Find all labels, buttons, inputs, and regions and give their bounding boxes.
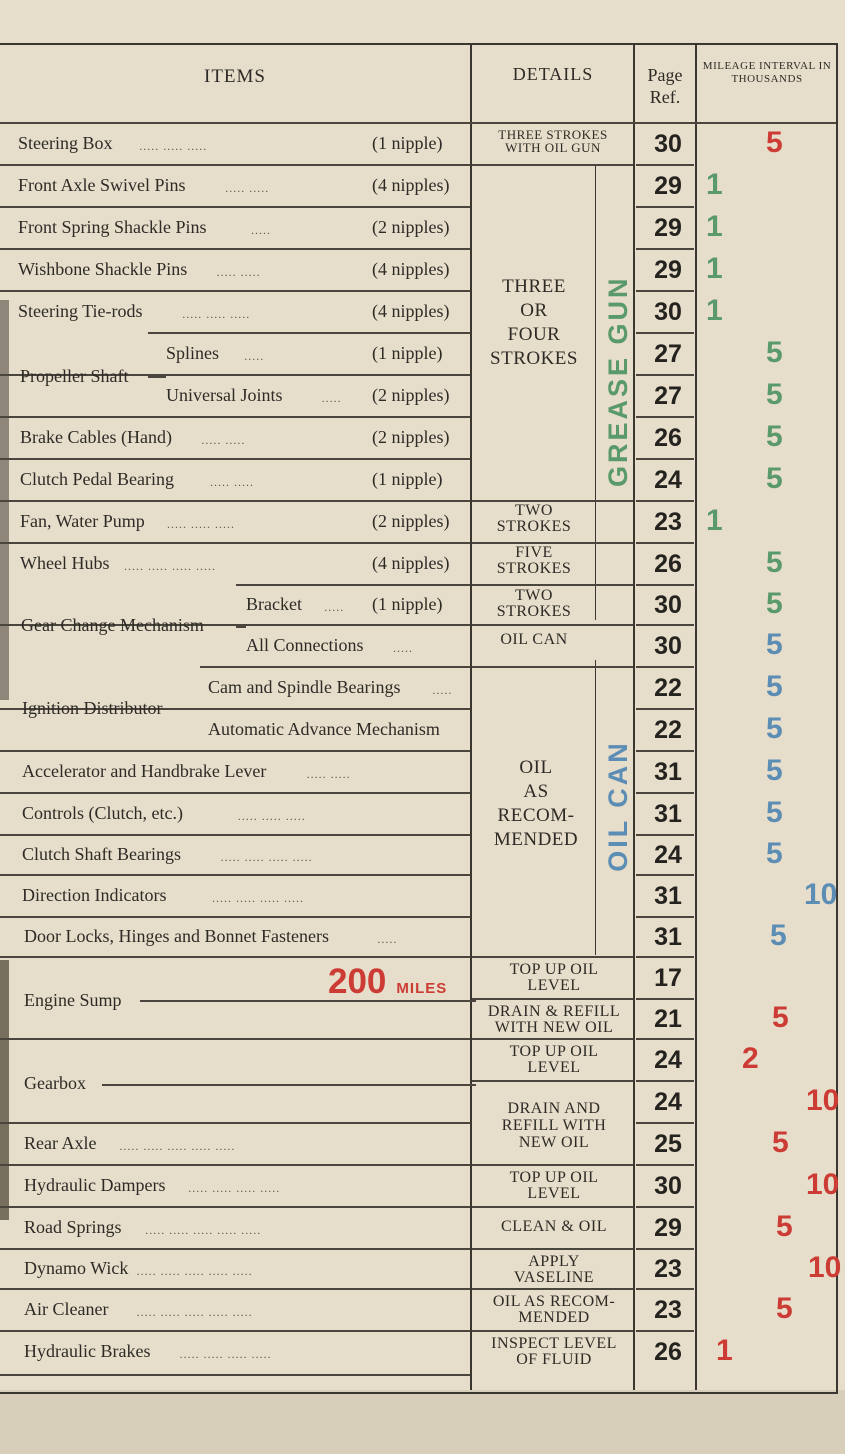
row-rule xyxy=(0,1038,470,1040)
item-name: Fan, Water Pump xyxy=(20,511,145,531)
group-propeller-shaft: Propeller Shaft xyxy=(20,366,129,386)
details-drain-shared xyxy=(474,1100,634,1151)
row-rule xyxy=(636,164,694,166)
group-gear-change: Gear Change Mechanism xyxy=(21,615,204,635)
mileage-interval: 5 xyxy=(766,546,783,579)
row-rule xyxy=(636,248,694,250)
item-name: Automatic Advance Mechanism xyxy=(208,719,440,739)
details-line: TWO xyxy=(515,587,553,604)
row-rule xyxy=(0,206,470,208)
row-rule xyxy=(636,792,694,794)
row-rule xyxy=(636,998,694,1000)
row-rule xyxy=(636,1248,694,1250)
item-name: Wishbone Shackle Pins xyxy=(18,259,188,279)
details-line: TOP UP OIL xyxy=(509,1169,599,1186)
row-rule xyxy=(636,1330,694,1332)
page-ref: 29 xyxy=(654,172,682,200)
details-text xyxy=(474,128,632,154)
details-text xyxy=(474,545,594,577)
item-name: Controls (Clutch, etc.) xyxy=(22,803,183,823)
row-rule xyxy=(636,374,694,376)
page-ref: 26 xyxy=(654,424,682,452)
page-ref: 17 xyxy=(654,964,682,992)
details-text: OIL CAN xyxy=(500,631,568,648)
page-ref: 22 xyxy=(654,716,682,744)
row-rule xyxy=(472,1206,633,1208)
mileage-interval: 10 xyxy=(806,1084,840,1117)
header-mileage-interval: MILEAGE INTERVAL IN THOUSANDS xyxy=(702,60,832,85)
page-ref: 23 xyxy=(654,508,682,536)
leader-dots: ..... ..... ..... ..... xyxy=(188,1181,281,1195)
row-rule xyxy=(472,1330,633,1332)
page-ref: 31 xyxy=(654,923,682,951)
page-ref: 27 xyxy=(654,382,682,410)
item-name: Hydraulic Dampers xyxy=(24,1175,166,1195)
row-rule xyxy=(636,290,694,292)
item-name: Accelerator and Handbrake Lever xyxy=(22,761,267,781)
page-ref: 24 xyxy=(654,466,682,494)
row-rule xyxy=(472,1288,633,1290)
nipple-count: (2 nipples) xyxy=(372,217,450,237)
page-ref: 30 xyxy=(654,298,682,326)
leader-dots: ..... ..... ..... xyxy=(237,809,306,823)
row-rule xyxy=(0,1248,470,1250)
item-name: Brake Cables (Hand) xyxy=(20,427,172,447)
mileage-interval: 5 xyxy=(766,712,783,745)
leader-dots: ..... ..... xyxy=(225,181,270,195)
page-ref: 23 xyxy=(654,1296,682,1324)
item-name: Door Locks, Hinges and Bonnet Fasteners xyxy=(24,926,329,946)
item-name: Splines xyxy=(166,343,220,363)
details-line: DRAIN AND xyxy=(507,1100,601,1117)
details-text xyxy=(474,1170,634,1202)
row-rule xyxy=(472,1038,633,1040)
mileage-interval: 5 xyxy=(766,796,783,829)
leader-dots: ..... ..... ..... ..... xyxy=(212,891,304,905)
header-page-ref: Page Ref. xyxy=(647,65,683,107)
details-text xyxy=(474,588,594,620)
row-rule xyxy=(472,1248,633,1250)
mileage-interval: 5 xyxy=(766,837,783,870)
details-text xyxy=(474,503,594,535)
mileage-interval: 5 xyxy=(766,754,783,787)
row-rule xyxy=(0,500,470,502)
leader-dots: ..... ..... ..... ..... xyxy=(220,850,313,864)
leader-dots: ..... xyxy=(244,349,265,363)
details-line: LEVEL xyxy=(527,977,581,994)
row-rule xyxy=(636,750,694,752)
item-name: Dynamo Wick xyxy=(24,1258,129,1278)
row-rule xyxy=(0,916,470,918)
bracket-line xyxy=(102,1084,476,1086)
item-name: Wheel Hubs xyxy=(20,553,110,573)
row-rule xyxy=(636,956,694,958)
row-rule xyxy=(636,458,694,460)
details-line: STROKES xyxy=(490,348,578,369)
bracket-line xyxy=(190,708,206,710)
leader-dots: ..... ..... ..... xyxy=(139,139,208,153)
details-line: FIVE xyxy=(515,544,553,561)
row-rule xyxy=(636,332,694,334)
page-ref: 21 xyxy=(654,1005,682,1033)
item-name: Rear Axle xyxy=(24,1133,97,1153)
page-ref: 27 xyxy=(654,340,682,368)
row-rule xyxy=(236,584,470,586)
page-ref: 29 xyxy=(654,214,682,242)
details-line: TOP UP OIL xyxy=(509,961,599,978)
row-rule xyxy=(0,1330,470,1332)
page-ref: 30 xyxy=(654,591,682,619)
page-bottom-edge xyxy=(0,1390,845,1454)
mileage-interval: 1 xyxy=(706,504,723,537)
row-rule xyxy=(0,416,470,418)
row-rule xyxy=(0,1374,470,1376)
leader-dots: ..... ..... ..... ..... ..... xyxy=(136,1264,253,1278)
mileage-interval: 1 xyxy=(706,210,723,243)
item-name: Steering Tie-rods xyxy=(18,301,143,321)
row-rule xyxy=(472,624,633,626)
grease-gun-divider xyxy=(595,165,596,620)
details-line: MENDED xyxy=(493,829,579,850)
row-rule xyxy=(472,998,633,1000)
row-rule xyxy=(0,248,470,250)
row-rule xyxy=(0,874,470,876)
mileage-interval: 5 xyxy=(766,420,783,453)
details-line: APPLY xyxy=(528,1253,580,1270)
nipple-count: (1 nipple) xyxy=(372,469,443,489)
mileage-interval: 1 xyxy=(706,168,723,201)
row-rule xyxy=(472,956,633,958)
details-line: OIL AS RECOM- xyxy=(492,1293,616,1310)
details-line: INSPECT LEVEL xyxy=(491,1335,617,1352)
nipple-count: (2 nipples) xyxy=(372,385,450,405)
details-line: NEW OIL xyxy=(518,1134,590,1151)
page-ref: 22 xyxy=(654,674,682,702)
page-ref: 26 xyxy=(654,1338,682,1366)
row-rule xyxy=(0,290,470,292)
details-line: TWO xyxy=(515,502,553,519)
details-line: LEVEL xyxy=(527,1185,581,1202)
details-line: OR xyxy=(520,300,548,321)
leader-dots: ..... xyxy=(324,600,345,614)
mileage-interval: 5 xyxy=(770,919,787,952)
details-text xyxy=(474,1004,634,1036)
mileage-interval: 5 xyxy=(772,1001,789,1034)
row-rule xyxy=(636,500,694,502)
row-rule xyxy=(472,164,633,166)
item-name: All Connections xyxy=(246,635,364,655)
row-rule xyxy=(0,1164,470,1166)
item-name: Clutch Shaft Bearings xyxy=(22,844,181,864)
page-ref: 24 xyxy=(654,1046,682,1074)
leader-dots: ..... ..... xyxy=(306,767,351,781)
row-rule xyxy=(636,542,694,544)
leader-dots: ..... ..... xyxy=(216,265,261,279)
page-ref: 23 xyxy=(654,1255,682,1283)
nipple-count: (2 nipples) xyxy=(372,511,450,531)
row-rule xyxy=(200,666,470,668)
details-line: OIL xyxy=(519,757,553,778)
nipple-count: (1 nipple) xyxy=(372,133,443,153)
leader-dots: ..... ..... ..... ..... ..... xyxy=(119,1139,236,1153)
mileage-interval: 10 xyxy=(806,1168,840,1201)
details-line: REFILL WITH xyxy=(501,1117,607,1134)
leader-dots: ..... xyxy=(251,223,271,237)
item-name: Front Axle Swivel Pins xyxy=(18,175,186,195)
row-rule xyxy=(636,1080,694,1082)
row-rule xyxy=(636,206,694,208)
details-line: WITH NEW OIL xyxy=(494,1019,614,1036)
nipple-count: (4 nipples) xyxy=(372,175,450,195)
leader-dots: ..... xyxy=(393,641,413,655)
details-line: WITH OIL GUN xyxy=(505,140,601,155)
header-details: DETAILS xyxy=(512,64,594,84)
details-line: FOUR xyxy=(507,324,561,345)
group-gearbox: Gearbox xyxy=(24,1073,86,1093)
details-text xyxy=(474,1044,634,1076)
header-items: ITEMS xyxy=(204,66,266,87)
row-rule xyxy=(636,874,694,876)
mileage-interval: 1 xyxy=(706,252,723,285)
details-line: TOP UP OIL xyxy=(509,1043,599,1060)
item-name: Bracket xyxy=(246,594,302,614)
details-grease-shared xyxy=(474,275,594,371)
mileage-interval: 5 xyxy=(766,378,783,411)
mileage-interval: 5 xyxy=(772,1126,789,1159)
leader-dots: ..... ..... xyxy=(210,475,254,489)
mileage-interval: 1 xyxy=(716,1334,733,1367)
page-ref: 24 xyxy=(654,1088,682,1116)
row-rule xyxy=(636,416,694,418)
page-ref: 31 xyxy=(654,800,682,828)
leader-dots: ..... xyxy=(377,932,398,946)
mileage-interval: 5 xyxy=(766,336,783,369)
nipple-count: (1 nipple) xyxy=(372,343,443,363)
details-line: THREE STROKES xyxy=(498,127,608,142)
item-name: Air Cleaner xyxy=(24,1299,109,1319)
mileage-interval: 5 xyxy=(776,1210,793,1243)
row-rule xyxy=(472,1164,633,1166)
mileage-interval: 5 xyxy=(766,670,783,703)
grease-gun-label: GREASE GUN xyxy=(603,275,633,487)
details-text xyxy=(474,1254,634,1286)
mileage-interval: 5 xyxy=(766,587,783,620)
row-rule xyxy=(0,956,470,958)
leader-dots: ..... xyxy=(432,683,453,697)
oil-can-label: OIL CAN xyxy=(603,740,633,872)
group-ignition-distributor: Ignition Distributor xyxy=(22,698,163,718)
page-ref: 31 xyxy=(654,758,682,786)
page-ref: 30 xyxy=(654,632,682,660)
header-rule xyxy=(0,122,836,124)
group-engine-sump: Engine Sump xyxy=(24,990,122,1010)
item-name: Direction Indicators xyxy=(22,885,167,905)
leader-dots: ..... ..... ..... ..... xyxy=(124,559,216,573)
details-line: DRAIN & REFILL xyxy=(487,1003,621,1020)
mileage-interval: 10 xyxy=(804,878,838,911)
item-name: Universal Joints xyxy=(166,385,283,405)
details-line: RECOM- xyxy=(497,805,575,826)
row-rule xyxy=(0,1206,470,1208)
details-line: STROKES xyxy=(496,603,572,620)
details-text xyxy=(474,1336,634,1368)
page-ref: 29 xyxy=(654,1214,682,1242)
row-rule xyxy=(0,834,470,836)
details-text: CLEAN & OIL xyxy=(501,1218,607,1235)
row-rule xyxy=(636,834,694,836)
row-rule xyxy=(0,164,470,166)
leader-dots: ..... ..... ..... ..... ..... xyxy=(136,1305,253,1319)
row-rule xyxy=(636,1038,694,1040)
details-line: AS xyxy=(523,781,549,802)
row-rule xyxy=(636,916,694,918)
page-ref: 31 xyxy=(654,882,682,910)
page-ref: 26 xyxy=(654,550,682,578)
row-rule xyxy=(0,1288,470,1290)
page-ref: 30 xyxy=(654,1172,682,1200)
leader-dots: ..... ..... xyxy=(201,433,246,447)
mileage-interval: 5 xyxy=(766,462,783,495)
nipple-count: (4 nipples) xyxy=(372,259,450,279)
mileage-unit: MILES xyxy=(396,980,448,997)
leader-dots: ..... ..... ..... ..... xyxy=(179,1347,272,1361)
nipple-count: (4 nipples) xyxy=(372,553,450,573)
leader-dots: ..... ..... ..... xyxy=(167,517,235,531)
details-line: VASELINE xyxy=(513,1269,595,1286)
row-rule xyxy=(636,666,694,668)
details-line: STROKES xyxy=(496,518,572,535)
details-line: THREE xyxy=(502,276,566,297)
leader-dots: ..... ..... ..... ..... ..... xyxy=(145,1223,262,1237)
row-rule xyxy=(636,1164,694,1166)
bracket-line xyxy=(148,376,166,378)
leader-dots: ..... xyxy=(321,391,342,405)
details-line: MENDED xyxy=(518,1309,590,1326)
leader-dots: ..... ..... ..... xyxy=(182,307,251,321)
row-rule xyxy=(0,458,470,460)
row-rule xyxy=(0,792,470,794)
page-ref: 29 xyxy=(654,256,682,284)
item-name: Steering Box xyxy=(18,133,113,153)
row-rule xyxy=(472,666,633,668)
mileage-interval: 5 xyxy=(776,1292,793,1325)
row-rule xyxy=(0,750,470,752)
row-rule xyxy=(636,1122,694,1124)
details-line: OF FLUID xyxy=(516,1351,592,1368)
row-rule xyxy=(636,584,694,586)
nipple-count: (4 nipples) xyxy=(372,301,450,321)
details-line: STROKES xyxy=(496,560,572,577)
engine-sump-200-miles xyxy=(328,962,447,1002)
mileage-interval: 5 xyxy=(766,126,783,159)
mileage-interval: 1 xyxy=(706,294,723,327)
page-ref: 25 xyxy=(654,1130,682,1158)
row-rule xyxy=(636,624,694,626)
nipple-count: (1 nipple) xyxy=(372,594,443,614)
nipple-count: (2 nipples) xyxy=(372,427,450,447)
mileage-interval: 10 xyxy=(808,1251,842,1284)
details-oil-shared xyxy=(474,756,598,852)
details-line: LEVEL xyxy=(527,1059,581,1076)
mileage-interval: 5 xyxy=(766,628,783,661)
item-name: Clutch Pedal Bearing xyxy=(20,469,174,489)
mileage-value: 200 xyxy=(328,962,387,1001)
item-name: Road Springs xyxy=(24,1217,122,1237)
item-name: Front Spring Shackle Pins xyxy=(18,217,207,237)
column-divider-page xyxy=(695,45,697,1390)
row-rule xyxy=(148,332,470,334)
page-ref: 30 xyxy=(654,130,682,158)
row-rule xyxy=(636,1206,694,1208)
row-rule xyxy=(0,1122,470,1124)
bracket-line xyxy=(236,626,246,628)
page-ref: 24 xyxy=(654,841,682,869)
row-rule xyxy=(0,542,470,544)
mileage-interval: 2 xyxy=(742,1042,759,1075)
item-name: Cam and Spindle Bearings xyxy=(208,677,401,697)
row-rule xyxy=(636,1288,694,1290)
details-text xyxy=(474,962,634,994)
row-rule xyxy=(636,708,694,710)
details-text xyxy=(474,1294,634,1326)
row-rule xyxy=(472,1080,633,1082)
item-name: Hydraulic Brakes xyxy=(24,1341,151,1361)
row-rule xyxy=(472,584,633,586)
